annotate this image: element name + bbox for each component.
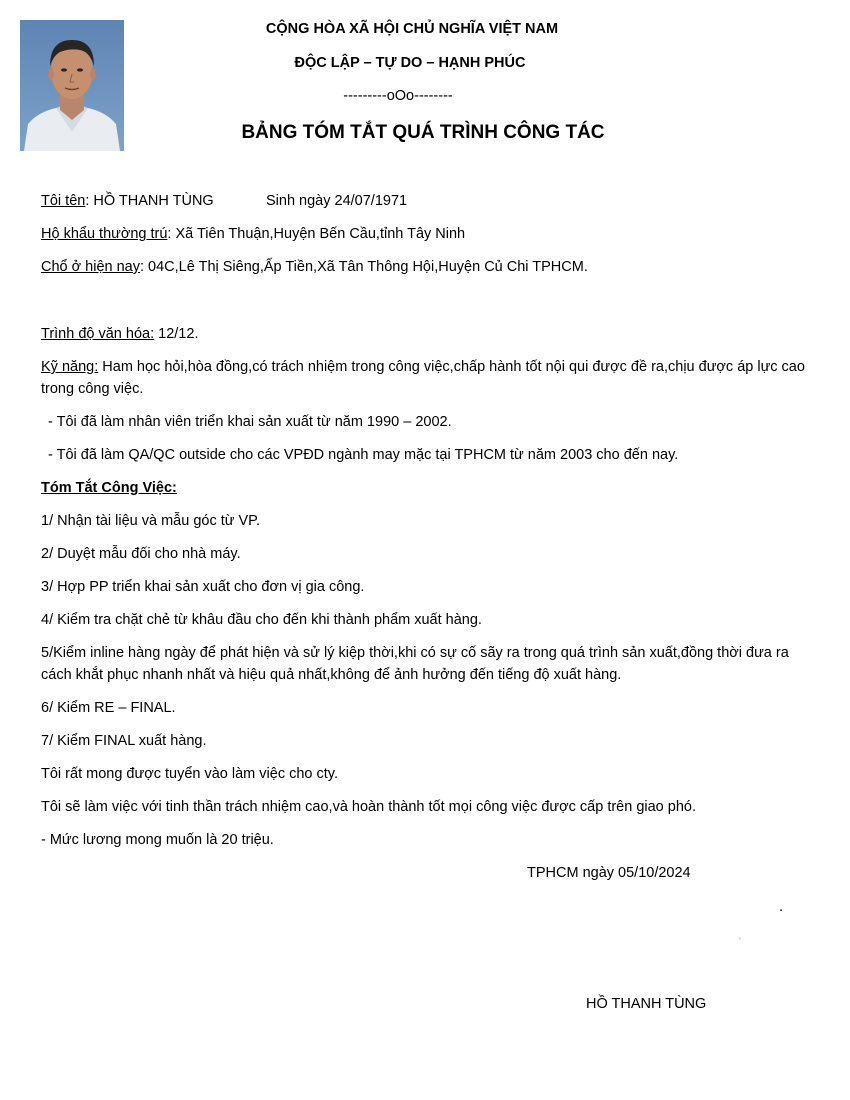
national-title: CỘNG HÒA XÃ HỘI CHỦ NGHĨA VIỆT NAM bbox=[265, 21, 559, 37]
address-value: : 04C,Lê Thị Siêng,Ấp Tiền,Xã Tân Thông Hội,Huyện Củ Chi TPHCM. bbox=[140, 259, 588, 275]
name-row bbox=[41, 192, 214, 210]
header-divider: ---------oOo-------- bbox=[343, 88, 453, 104]
closing-line: Tôi rất mong được tuyển vào làm việc cho cty. bbox=[41, 766, 338, 782]
education-value: 12/12. bbox=[154, 326, 199, 342]
task-item: 1/ Nhận tài liệu và mẫu góc từ VP. bbox=[41, 513, 261, 529]
hometown-value: : Xã Tiên Thuận,Huyện Bến Cầu,tỉnh Tây Ninh bbox=[167, 226, 466, 242]
task-item: 5/Kiểm inline hàng ngày để phát hiện và sử lý kiệp thời,khi có sự cố sãy ra trong quá trình sản xuất,đồng thời đưa ra cách khắt phục nhanh nhất và hiệu quả nhất,không để ảnh hưởng đến tiếng độ xuất hàng. bbox=[41, 645, 789, 683]
skills-label: Kỹ năng: bbox=[41, 359, 99, 375]
hometown-row bbox=[41, 225, 465, 243]
signature-mark: ' bbox=[739, 936, 741, 946]
signature-dot: . bbox=[779, 899, 784, 915]
national-motto: ĐỘC LẬP – TỰ DO – HẠNH PHÚC bbox=[294, 55, 526, 71]
document-title: BẢNG TÓM TẮT QUÁ TRÌNH CÔNG TÁC bbox=[241, 122, 605, 143]
skills-paragraph bbox=[41, 356, 819, 400]
summary-heading: Tóm Tắt Công Việc: bbox=[41, 480, 177, 496]
task-item: 6/ Kiểm RE – FINAL. bbox=[41, 700, 176, 716]
hometown-label: Hộ khẩu thường trú bbox=[41, 226, 168, 242]
salary-expectation: - Mức lương mong muốn là 20 triệu. bbox=[41, 832, 274, 848]
date-of-birth: Sinh ngày 24/07/1971 bbox=[266, 193, 408, 209]
closing-line: Tôi sẽ làm việc với tinh thần trách nhiệm cao,và hoàn thành tốt mọi công việc được cấp trên giao phó. bbox=[41, 799, 696, 815]
task-item: 3/ Hợp PP triển khai sản xuất cho đơn vị gia công. bbox=[41, 579, 365, 595]
experience-item: - Tôi đã làm QA/QC outside cho các VPĐD ngành may mặc tại TPHCM từ năm 2003 cho đến nay. bbox=[48, 447, 679, 463]
address-label: Chổ ở hiện nay bbox=[41, 259, 140, 275]
signer-name: HỒ THANH TÙNG bbox=[586, 996, 707, 1012]
task-item: 2/ Duyệt mẫu đối cho nhà máy. bbox=[41, 546, 241, 562]
name-label: Tôi tên bbox=[41, 193, 86, 209]
address-row bbox=[41, 258, 588, 276]
task-item: 7/ Kiểm FINAL xuất hàng. bbox=[41, 733, 207, 749]
skills-value: Ham học hỏi,hòa đồng,có trách nhiệm trong công việc,chấp hành tốt nội qui được đề ra,chịu được áp lực cao trong công việc. bbox=[41, 359, 805, 397]
education-row bbox=[41, 325, 198, 343]
place-date: TPHCM ngày 05/10/2024 bbox=[527, 865, 691, 881]
task-item: 4/ Kiểm tra chặt chẻ từ khâu đầu cho đến khi thành phẩm xuất hàng. bbox=[41, 612, 482, 628]
experience-item: - Tôi đã làm nhân viên triển khai sản xuất từ năm 1990 – 2002. bbox=[48, 414, 452, 430]
education-label: Trình độ văn hóa: bbox=[41, 326, 155, 342]
name-value: : HỒ THANH TÙNG bbox=[85, 193, 214, 209]
